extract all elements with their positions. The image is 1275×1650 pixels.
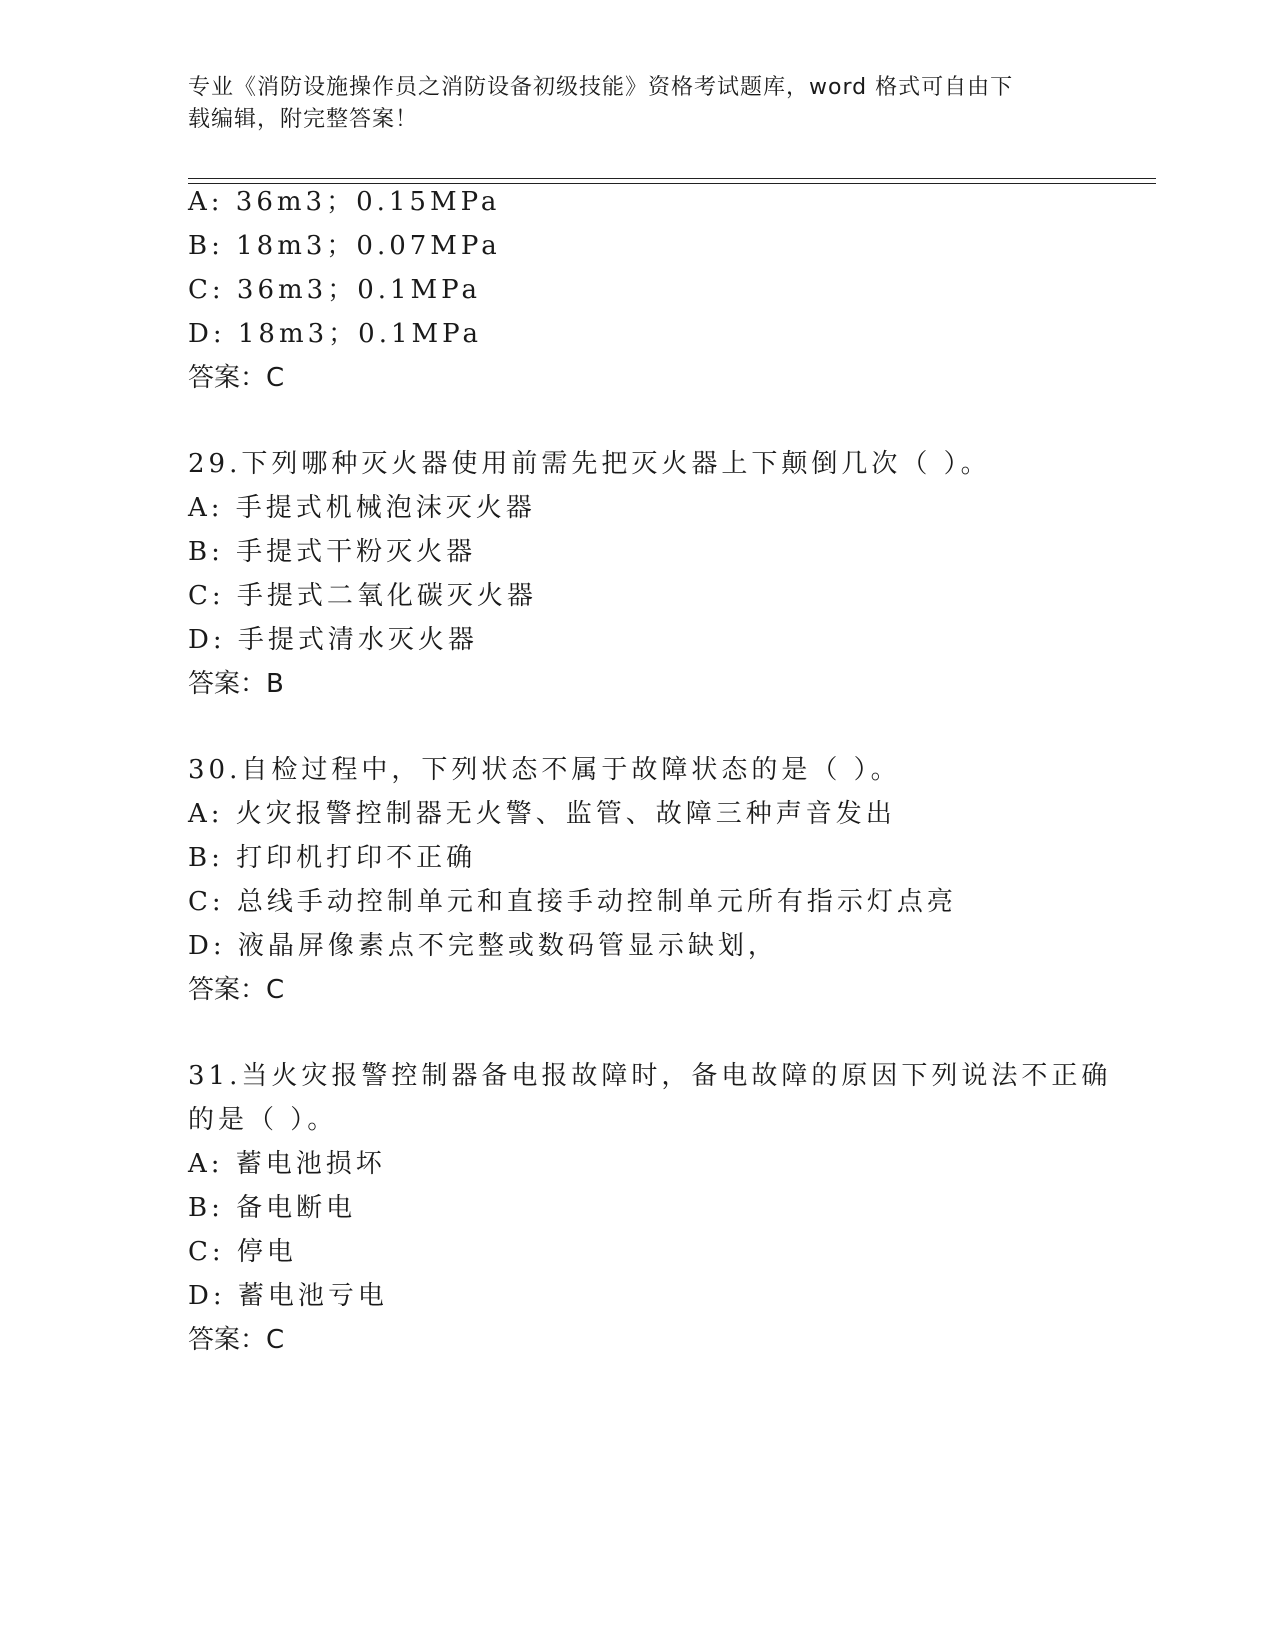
q30-question: 30.自检过程中，下列状态不属于故障状态的是（ ）。 — [188, 755, 901, 785]
q28-option-a: A: 36m3；0.15MPa — [188, 187, 501, 217]
header-line-1: 专业《消防设施操作员之消防设备初级技能》资格考试题库，word 格式可自由下 — [188, 75, 1014, 100]
q31-option-b: B: 备电断电 — [188, 1193, 357, 1223]
q30-option-a: A: 火灾报警控制器无火警、监管、故障三种声音发出 — [188, 799, 896, 829]
q29-question: 29.下列哪种灭火器使用前需先把灭火器上下颠倒几次（ ）。 — [188, 449, 991, 479]
document-header — [188, 72, 1068, 136]
q29-option-d: D: 手提式清水灭火器 — [188, 625, 478, 655]
q31-option-d: D: 蓄电池亏电 — [188, 1281, 388, 1311]
q31-option-c: C: 停电 — [188, 1237, 297, 1267]
header-line-2: 载编辑，附完整答案！ — [188, 107, 419, 132]
header-divider-bottom — [188, 183, 1156, 184]
q29-answer: 答案：B — [188, 669, 284, 699]
q30-option-b: B: 打印机打印不正确 — [188, 843, 477, 873]
q28-answer: 答案：C — [188, 363, 285, 393]
q31-answer: 答案：C — [188, 1325, 285, 1355]
q30-answer: 答案：C — [188, 975, 285, 1005]
q28-option-b: B: 18m3；0.07MPa — [188, 231, 501, 261]
q28-option-d: D: 18m3；0.1MPa — [188, 319, 482, 349]
q31-question-line-1: 31.当火灾报警控制器备电报故障时，备电故障的原因下列说法不正确 — [188, 1061, 1112, 1091]
q29-option-a: A: 手提式机械泡沫灭火器 — [188, 493, 536, 523]
q29-option-c: C: 手提式二氧化碳灭火器 — [188, 581, 537, 611]
q30-option-c: C: 总线手动控制单元和直接手动控制单元所有指示灯点亮 — [188, 887, 957, 917]
q29-option-b: B: 手提式干粉灭火器 — [188, 537, 477, 567]
header-divider-top — [188, 178, 1156, 179]
q28-option-c: C: 36m3；0.1MPa — [188, 275, 481, 305]
q31-question-line-2: 的是（ ）。 — [188, 1105, 338, 1135]
q31-option-a: A: 蓄电池损坏 — [188, 1149, 386, 1179]
q30-option-d: D: 液晶屏像素点不完整或数码管显示缺划， — [188, 931, 778, 961]
